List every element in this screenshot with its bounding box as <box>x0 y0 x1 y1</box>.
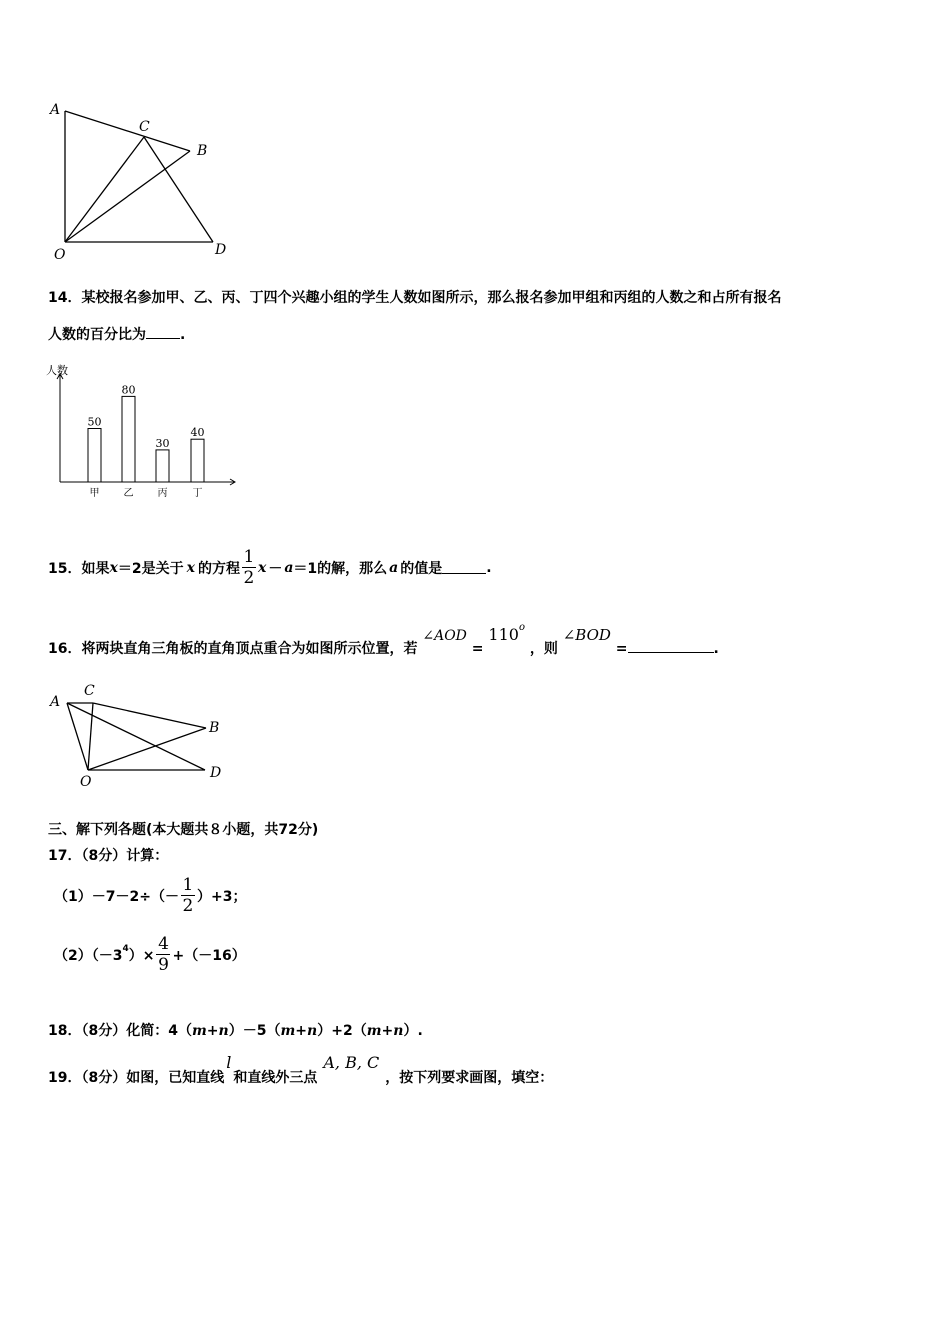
q17-p2-fraction <box>156 934 170 975</box>
y-axis-label: 人数 <box>46 364 68 377</box>
q18-c: ）+2（ <box>317 1023 367 1039</box>
question-17-part-2 <box>54 934 246 975</box>
bar-2 <box>122 396 135 482</box>
question-19 <box>48 1053 553 1085</box>
answer-blank-16 <box>628 640 714 653</box>
q15-frac-den: 2 <box>243 568 255 588</box>
segment-oc <box>65 137 144 242</box>
category-label-3: 丙 <box>157 488 168 499</box>
label-o: O <box>54 247 66 263</box>
q15-a2: a <box>389 559 399 576</box>
answer-blank-15 <box>442 561 486 574</box>
segment-ab <box>65 111 190 151</box>
section-3-title: 三、解下列各题(本大题共８小题，共72分) <box>48 822 319 838</box>
q19-c: ，按下列要求画图，填空： <box>385 1070 554 1086</box>
q18-m1: m <box>191 1023 207 1039</box>
q17-p2-c: +（－16） <box>172 947 246 964</box>
angle-aod: ∠AOD <box>422 628 467 644</box>
q17-p2-a: （2）（－3 <box>54 947 123 964</box>
q17-p2-den: 9 <box>158 955 169 975</box>
q15-num: 15．如果 <box>48 560 110 577</box>
bar-value-label-4: 40 <box>190 426 205 440</box>
q18-d: ）. <box>403 1023 423 1039</box>
category-label-1: 甲 <box>89 488 100 499</box>
q18-n2: n <box>307 1023 318 1039</box>
q18-plus3: + <box>381 1023 394 1039</box>
q15-fraction <box>242 547 256 588</box>
degree-mark: o <box>518 622 525 634</box>
q17-p2-num: 4 <box>158 934 169 954</box>
question-14-line-2-text: 人数的百分比为 <box>48 327 146 343</box>
q18-b: ）－5（ <box>228 1023 281 1039</box>
q18-plus1: + <box>206 1023 219 1039</box>
q15-minus: － <box>268 560 283 577</box>
question-16 <box>48 622 719 657</box>
q15-x3: x <box>257 559 267 576</box>
label-d: D <box>215 242 227 258</box>
bar-value-label-2: 80 <box>121 383 136 397</box>
q17-p2-b: ）× <box>128 947 155 964</box>
q19-line-l: l <box>226 1053 232 1072</box>
question-14-end: . <box>180 327 186 343</box>
segment-ob <box>65 151 190 242</box>
q15-eq1: ＝1的解，那么 <box>293 560 388 577</box>
q17-p2-exponent: 4 <box>122 943 129 954</box>
q19-points: A, B, C <box>323 1053 380 1072</box>
bar-1 <box>88 429 101 483</box>
q17-p1-a: （1）－7－2÷（－ <box>54 888 179 905</box>
bar-3 <box>156 450 169 482</box>
segment-ao <box>67 703 88 770</box>
q15-a1: a <box>284 559 294 576</box>
question-15 <box>48 547 492 588</box>
q17-p1-fraction <box>181 875 195 916</box>
label-a: A <box>50 694 61 710</box>
q15-x1: x <box>109 559 118 576</box>
label-b: B <box>209 720 220 736</box>
q18-plus2: + <box>295 1023 308 1039</box>
label-a: A <box>50 102 61 118</box>
q15-x2: x <box>186 559 195 576</box>
label-o: O <box>80 774 92 790</box>
question-14-line-2 <box>48 324 185 344</box>
label-d: D <box>210 765 222 781</box>
q18-m3: m <box>366 1023 382 1039</box>
bar-4 <box>191 439 204 482</box>
question-17-part-1 <box>54 875 246 916</box>
bar-value-label-3: 30 <box>155 436 170 450</box>
q15-end: . <box>486 559 492 576</box>
q19-a: 19．（8分）如图，已知直线 <box>48 1070 225 1086</box>
q15-frac-num: 1 <box>243 547 255 567</box>
q15-tail: 的值是 <box>400 560 443 577</box>
q18-m2: m <box>280 1023 296 1039</box>
q17-p1-b: ）+3； <box>196 888 247 905</box>
angle-bod: ∠BOD <box>562 626 611 644</box>
q19-b: 和直线外三点 <box>233 1070 318 1086</box>
label-b: B <box>197 143 208 159</box>
q18-n3: n <box>393 1023 404 1039</box>
figure-16-diagram <box>40 682 240 794</box>
question-14-line-1: 14．某校报名参加甲、乙、丙、丁四个兴趣小组的学生人数如图所示，那么报名参加甲组和丙组的人数之和占所有报名 <box>48 290 782 306</box>
label-c: C <box>139 119 150 135</box>
category-label-2: 乙 <box>123 488 134 499</box>
q18-a: 18．（8分）化简：4（ <box>48 1023 192 1039</box>
q16-end: . <box>713 641 719 657</box>
answer-blank-14 <box>146 326 180 339</box>
q15-eq: ＝2是关于 <box>117 560 184 577</box>
bar-chart <box>40 360 245 510</box>
angle-value: 110 <box>488 625 519 644</box>
q15-mid: 的方程 <box>197 560 240 577</box>
figure-13-diagram <box>40 95 240 265</box>
bar-value-label-1: 50 <box>87 415 102 429</box>
segment-ob <box>88 728 206 770</box>
q16-eq2: = <box>615 641 628 657</box>
q16-text: 16．将两块直角三角板的直角顶点重合为如图所示位置，若 <box>48 641 418 657</box>
q18-n1: n <box>218 1023 229 1039</box>
question-17-head: 17．（8分）计算： <box>48 848 169 864</box>
category-label-4: 丁 <box>192 488 203 499</box>
q17-p1-den: 2 <box>182 896 194 916</box>
question-18 <box>48 1020 423 1040</box>
label-c: C <box>84 683 95 699</box>
q16-mid: ，则 <box>529 641 558 657</box>
q16-eq1: = <box>471 641 484 657</box>
q17-p1-num: 1 <box>182 875 194 895</box>
